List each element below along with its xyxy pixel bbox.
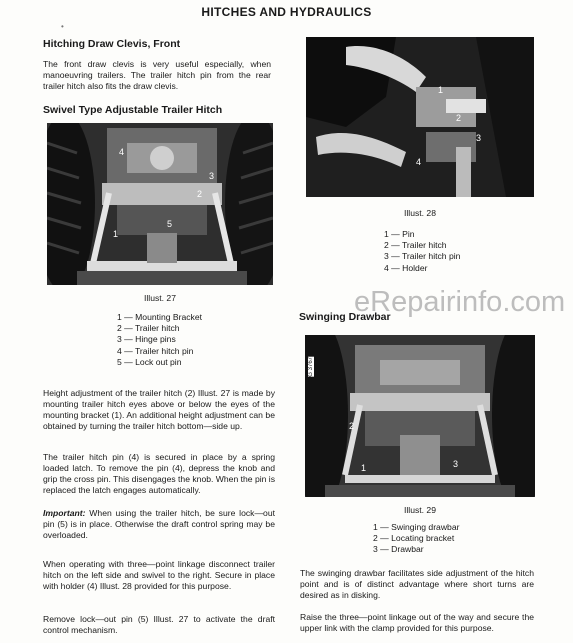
legend-item: 1 — Mounting Bracket bbox=[117, 312, 203, 322]
photo-label: 1 bbox=[361, 463, 367, 473]
photo-label: 3 bbox=[453, 459, 459, 469]
illust-27-caption: Illust. 27 bbox=[143, 293, 176, 303]
important-label: Important: bbox=[43, 508, 86, 518]
photo-label: 5 bbox=[167, 219, 173, 229]
legend-item: 2 — Locating bracket bbox=[373, 533, 455, 544]
paragraph-hitch-pin: The trailer hitch pin (4) is secured in place by a spring loaded latch. To remove the pin (4), depress the knob and grip the cross pin. This disengages the knob. When the pin is replaced the latch engages automatically. bbox=[43, 452, 276, 495]
legend-item: 5 — Lock out pin bbox=[117, 356, 182, 367]
paragraph-raise-linkage: Raise the three—point linkage out of the way and secure the upper link with the clamp provided for this purpose. bbox=[300, 612, 534, 633]
photo-label: 1 bbox=[438, 85, 444, 95]
legend-item: 4 — Holder bbox=[384, 262, 428, 273]
photo-label: 4 bbox=[416, 157, 422, 167]
legend-illust-27 bbox=[117, 312, 202, 368]
photo-label: 1 bbox=[113, 229, 119, 239]
legend-item: 1 — Pin bbox=[384, 229, 415, 239]
legend-illust-29 bbox=[373, 522, 459, 556]
watermark: eRepairinfo.com bbox=[354, 286, 566, 318]
legend-illust-28 bbox=[384, 229, 460, 274]
photo-code: G 3767 bbox=[308, 357, 314, 377]
photo-label: 2 bbox=[349, 421, 355, 431]
photo-label: 3 bbox=[209, 171, 215, 181]
legend-item: 2 — Trailer hitch bbox=[117, 323, 180, 334]
illust-28-caption: Illust. 28 bbox=[403, 208, 436, 218]
important-text: When using the trailer hitch, be sure lock—out pin (5) is in place. Otherwise the draft control spring may be overloaded. bbox=[43, 508, 275, 540]
legend-item: 3 — Trailer hitch pin bbox=[384, 251, 461, 262]
photo-label: 2 bbox=[456, 113, 462, 123]
legend-item: 2 — Trailer hitch bbox=[384, 240, 447, 251]
legend-item: 3 — Drawbar bbox=[373, 544, 424, 555]
photo-trailer-hitch-holder bbox=[306, 37, 534, 197]
photo-swivel-hitch bbox=[47, 123, 273, 285]
legend-item: 3 — Hinge pins bbox=[117, 334, 176, 345]
illust-29-caption: Illust. 29 bbox=[403, 505, 436, 515]
photo-label: 4 bbox=[119, 147, 125, 157]
photo-label: 3 bbox=[476, 133, 482, 143]
legend-item: 4 — Trailer hitch pin bbox=[117, 345, 194, 356]
paragraph-height-adjustment: Height adjustment of the trailer hitch (2) Illust. 27 is made by mounting trailer hitch eyes above or below the eyes of the mounting bracket (1). An additional height adjustment can be obtained by turning the trailer hitch bottom—side up. bbox=[43, 388, 275, 431]
paragraph-draw-clevis: The front draw clevis is very useful especially, when manoeuvring trailers. The trailer hitch pin from the rear trailer hitch also fits the draw clevis. bbox=[43, 59, 271, 91]
paragraph-three-point-linkage: When operating with three—point linkage disconnect trailer hitch on the left side and swivel to the right. Secure in place with holder (4) Illust. 28 provided for this purpose. bbox=[43, 559, 275, 591]
legend-item: 1 — Swinging drawbar bbox=[373, 522, 460, 532]
paragraph-important bbox=[43, 508, 275, 541]
page-header: HITCHES AND HYDRAULICS bbox=[201, 5, 372, 19]
paragraph-lock-out-pin: Remove lock—out pin (5) Illust. 27 to activate the draft control mechanism. bbox=[43, 614, 275, 635]
corner-mark: • bbox=[61, 22, 64, 31]
photo-label: 2 bbox=[197, 189, 203, 199]
section-title-swivel-hitch: Swivel Type Adjustable Trailer Hitch bbox=[43, 104, 223, 116]
photo-swinging-drawbar bbox=[305, 335, 535, 497]
section-title-swinging-drawbar: Swinging Drawbar bbox=[299, 311, 391, 323]
paragraph-swinging-drawbar: The swinging drawbar facilitates side adjustment of the hitch point and is of distinct advantage where short turns are desired as in disking. bbox=[300, 568, 534, 600]
section-title-draw-clevis: Hitching Draw Clevis, Front bbox=[43, 38, 181, 50]
